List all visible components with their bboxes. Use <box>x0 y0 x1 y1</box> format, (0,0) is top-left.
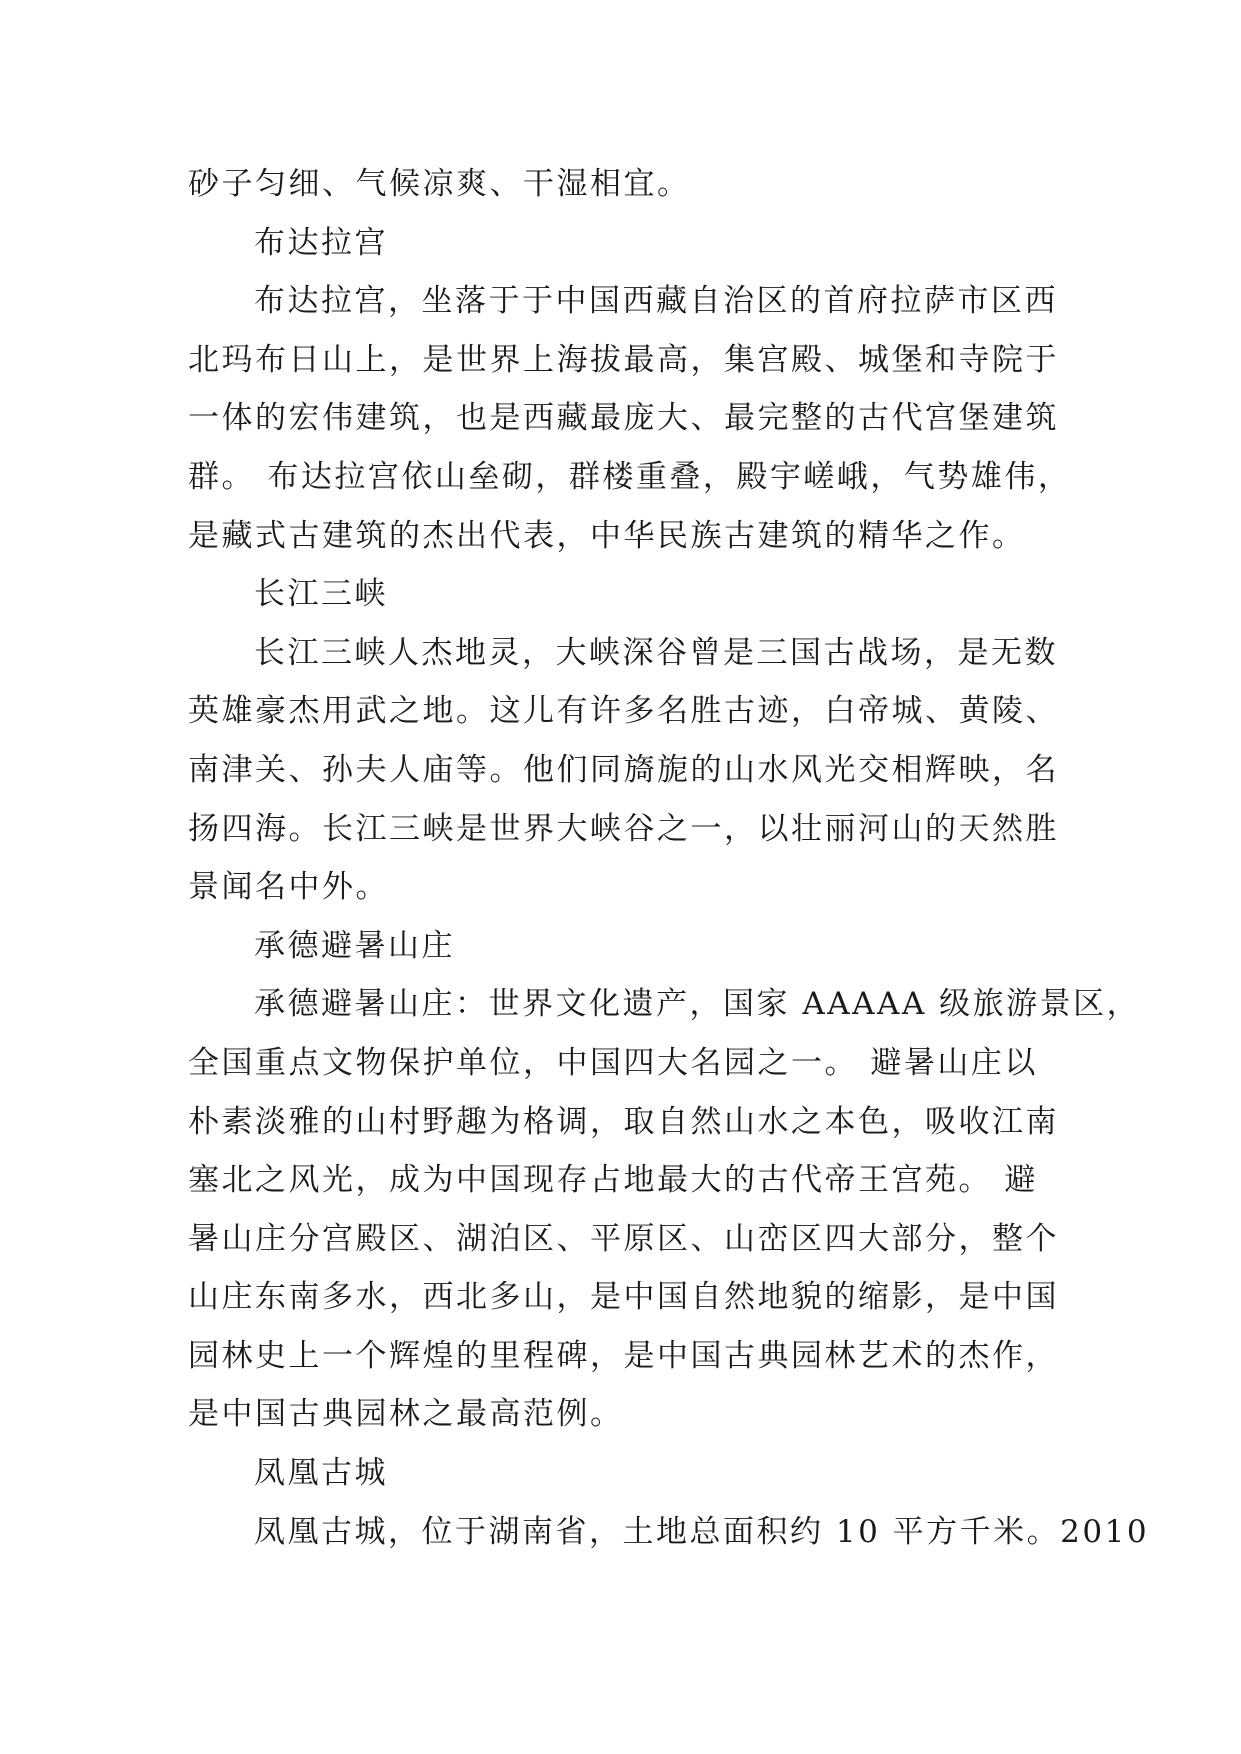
document-line: 砂子匀细、气候凉爽、干湿相宜。 <box>188 166 691 202</box>
document-line: 园林史上一个辉煌的里程碑，是中国古典园林艺术的杰作， <box>188 1337 1059 1374</box>
document-line: 南津关、孙夫人庙等。他们同旖旎的山水风光交相辉映，名 <box>188 751 1059 788</box>
document-line: 北玛布日山上，是世界上海拔最高，集宫殿、城堡和寺院于 <box>188 341 1059 378</box>
document-line: 凤凰古城，位于湖南省，土地总面积约 10 平方千米。2010 <box>254 1513 1150 1550</box>
document-line: 全国重点文物保护单位，中国四大名园之一。 避暑山庄以 <box>188 1044 1038 1081</box>
document-line: 承德避暑山庄 <box>254 927 455 964</box>
document-line: 景闻名中外。 <box>188 869 389 906</box>
document-line: 长江三峡 <box>254 576 388 613</box>
document-line: 凤凰古城 <box>254 1455 388 1492</box>
document-line: 暑山庄分宫殿区、湖泊区、平原区、山峦区四大部分，整个 <box>188 1220 1059 1257</box>
document-line: 布达拉宫，坐落于于中国西藏自治区的首府拉萨市区西 <box>254 283 1058 320</box>
document-line: 是藏式古建筑的杰出代表，中华民族古建筑的精华之作。 <box>188 517 1026 554</box>
document-line: 是中国古典园林之最高范例。 <box>188 1396 624 1433</box>
document-line: 扬四海。长江三峡是世界大峡谷之一，以壮丽河山的天然胜 <box>188 810 1059 847</box>
document-line: 布达拉宫 <box>254 224 388 261</box>
document-line: 塞北之风光，成为中国现存占地最大的古代帝王宫苑。 避 <box>188 1162 1038 1199</box>
document-body <box>188 155 1150 1561</box>
document-line: 一体的宏伟建筑，也是西藏最庞大、最完整的古代宫堡建筑 <box>188 400 1059 437</box>
document-line: 英雄豪杰用武之地。这儿有许多名胜古迹，白帝城、黄陵、 <box>188 693 1059 730</box>
document-line: 承德避暑山庄：世界文化遗产，国家 AAAAA 级旅游景区， <box>254 986 1141 1023</box>
document-line: 朴素淡雅的山村野趣为格调，取自然山水之本色，吸收江南 <box>188 1103 1059 1140</box>
document-line: 长江三峡人杰地灵，大峡深谷曾是三国古战场，是无数 <box>254 634 1058 671</box>
document-line: 山庄东南多水，西北多山，是中国自然地貌的缩影，是中国 <box>188 1279 1059 1316</box>
document-line: 群。 布达拉宫依山垒砌，群楼重叠，殿宇嵯峨，气势雄伟， <box>188 458 1072 495</box>
